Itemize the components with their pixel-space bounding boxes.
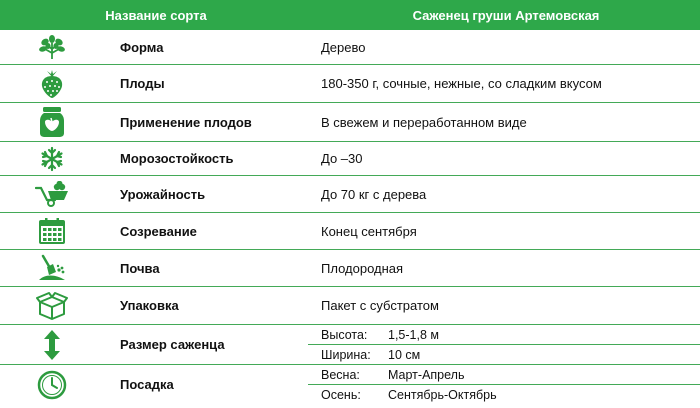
table-row	[0, 30, 700, 65]
row-name: Созревание	[120, 223, 197, 239]
header-product-name: Саженец груши Артемовская	[412, 7, 600, 23]
tree-icon	[37, 34, 67, 60]
table-row	[0, 365, 700, 404]
shovel-icon	[37, 254, 67, 282]
vertical-arrow-icon	[42, 329, 62, 361]
row-name: Плоды	[120, 76, 165, 91]
size-width-row	[308, 345, 700, 364]
strawberry-icon	[37, 69, 67, 99]
planting-autumn-row	[308, 385, 700, 404]
calendar-icon	[38, 217, 66, 245]
row-value: До 70 кг с дерева	[321, 186, 427, 202]
row-name: Почва	[120, 260, 160, 276]
sub-label: Весна:	[321, 367, 360, 382]
table-row	[0, 142, 700, 176]
header-variety-name: Название сорта	[105, 7, 207, 23]
row-value: Пакет с субстратом	[321, 298, 439, 313]
sub-value: Март-Апрель	[388, 367, 465, 382]
sub-value: Сентябрь-Октябрь	[388, 387, 497, 402]
size-height-row	[308, 325, 700, 345]
jar-icon	[38, 106, 66, 138]
table-row	[0, 250, 700, 287]
row-name: Размер саженца	[120, 337, 225, 352]
row-name: Упаковка	[120, 298, 179, 313]
row-value: 180-350 г, сочные, нежные, со сладким вкусом	[321, 76, 602, 91]
row-value: Дерево	[321, 39, 366, 55]
row-value: Плодородная	[321, 260, 404, 276]
table-row	[0, 325, 700, 365]
table-row	[0, 176, 700, 213]
box-icon	[36, 291, 68, 321]
row-name: Посадка	[120, 377, 174, 392]
row-name: Форма	[120, 39, 164, 55]
table-row	[0, 213, 700, 250]
row-value: До –30	[321, 151, 363, 166]
table-row	[0, 103, 700, 142]
row-name: Урожайность	[120, 186, 206, 202]
clock-icon	[37, 370, 67, 400]
sub-value: 1,5-1,8 м	[388, 327, 439, 342]
row-value: Конец сентября	[321, 223, 417, 239]
table-row	[0, 65, 700, 103]
snowflake-icon	[39, 146, 65, 172]
sub-label: Ширина:	[321, 347, 371, 362]
row-value: В свежем и переработанном виде	[321, 114, 527, 130]
row-name: Морозостойкость	[120, 151, 234, 166]
table-header	[0, 0, 700, 30]
sub-label: Осень:	[321, 387, 361, 402]
sub-value: 10 см	[388, 347, 421, 362]
sub-label: Высота:	[321, 327, 368, 342]
row-name: Применение плодов	[120, 114, 252, 130]
planting-spring-row	[308, 365, 700, 385]
planting-details	[308, 365, 700, 404]
table-row	[0, 287, 700, 325]
size-details	[308, 325, 700, 364]
wheelbarrow-icon	[35, 181, 69, 207]
